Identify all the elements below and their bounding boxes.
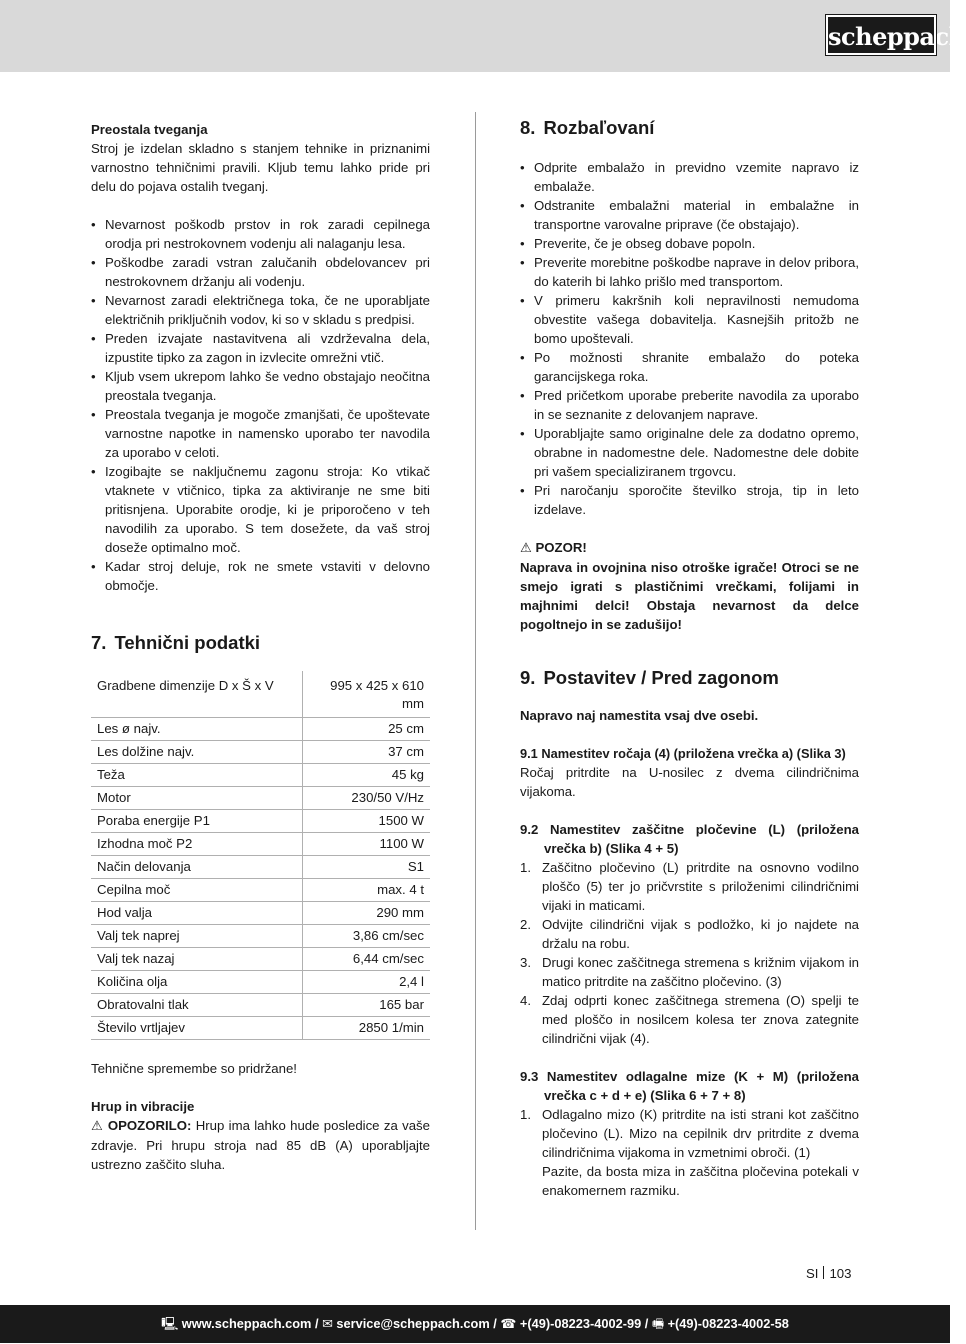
spec-label: Način delovanja <box>91 856 303 879</box>
caution-label: ⚠ POZOR! <box>520 540 587 556</box>
mail-icon: ✉ <box>322 1317 333 1332</box>
spec-value: 2,4 l <box>303 971 431 994</box>
table-row <box>91 671 430 718</box>
residual-risk-item: • Preostala tveganja je mogoče zmanjšati, če upoštevate varnostne napotke in namensko uporabo ter navodila za uporabo v celoti. <box>91 405 430 462</box>
subsection-9-3-title: 9.3 Namestitev odlagalne mize (K + M) (priložena vrečka c + d + e) (Slika 6 + 7 + 8) <box>520 1069 859 1103</box>
step-text: Zaščitno pločevino (L) pritrdite na osnovno vodilno ploščo (5) ter jo pričvrstite s priloženimi cilindričnimi vijaki in maticami. <box>542 860 859 913</box>
spec-value: 25 cm <box>303 718 431 741</box>
residual-risk-item: • Izogibajte se naključnemu zagonu stroja: Ko vtikač vtaknete v vtičnico, tipka za aktiviranje ne sme biti pritisnjena. Uporabite orodje, ki je priporočeno v teh navodilih za uporabo. S tem dosežete, da vaš stroj doseže optimalno moč. <box>91 462 430 557</box>
spec-label: Valj tek nazaj <box>91 948 303 971</box>
unpacking-item: • Po možnosti shranite embalažo do poteka garancijskega roka. <box>520 348 859 386</box>
unpacking-item: • Preverite, če je obseg dobave popoln. <box>520 234 859 253</box>
spec-label: Les dolžine najv. <box>91 741 303 764</box>
step-text: Zdaj odprti konec zaščitnega stremena (O) spelji te med ploščo in nosilcem kolesa ter znova zategnite cilindrični vijak (4). <box>542 993 859 1046</box>
spec-label: Motor <box>91 787 303 810</box>
spec-value: 3,86 cm/sec <box>303 925 431 948</box>
table-row <box>91 879 430 902</box>
footer-web[interactable]: www.scheppach.com <box>181 1316 312 1331</box>
subsection-9-2-title: 9.2 Namestitev zaščitne pločevine (L) (priložena vrečka b) (Slika 4 + 5) <box>520 822 859 856</box>
subsection-9-1-title: 9.1 Namestitev ročaja (4) (priložena vrečka a) (Slika 3) <box>520 746 846 761</box>
unpacking-item: • Pri naročanju sporočite številko stroja, tip in leto izdelave. <box>520 481 859 519</box>
step-text: Drugi konec zaščitnega stremena s križnim vijakom in matico pritrdite na zaščitno pločevino. (3) <box>542 955 859 989</box>
step-number: 1. <box>520 1107 531 1122</box>
caution-text: Naprava in ovojnina niso otroške igrače! Otroci se ne smejo igrati s plastičnimi vrečkami, folijami in majhnimi delci! Obstaja nevarnost da delce pogoltnejo in se zadušijo! <box>520 560 859 632</box>
step-number: 2. <box>520 917 531 932</box>
phone-icon: ☎ <box>500 1317 517 1332</box>
page-number: SI 103 <box>806 1266 852 1281</box>
spec-label: Cepilna moč <box>91 879 303 902</box>
unpacking-item: • Odstranite embalažni material in embalažne in transportne varovalne priprave (če obstajajo). <box>520 196 859 234</box>
subsection-9-2-steps <box>520 858 859 1048</box>
residual-risk-item: • Nevarnost zaradi električnega toka, če ne uporabljate električnih priključnih vodov, ki so v skladu s predpisi. <box>91 291 430 329</box>
table-row <box>91 833 430 856</box>
brand-logo: scheppach <box>826 15 936 55</box>
spec-value: 1500 W <box>303 810 431 833</box>
step-number: 4. <box>520 993 531 1008</box>
spec-value: 45 kg <box>303 764 431 787</box>
unpacking-item: • Uporabljajte samo originalne dele za dodatno opremo, obrabne in nadomestne dele. Nadomestne dele dobite pri vašem specializiranem trgovcu. <box>520 424 859 481</box>
header-bar <box>0 0 966 72</box>
residual-risk-item: • Kljub vsem ukrepom lahko še vedno obstajajo neočitna preostala tveganja. <box>91 367 430 405</box>
table-row <box>91 994 430 1017</box>
subsection-9-1-text: Ročaj pritrdite na U-nosilec z dvema cilindričnima vijakoma. <box>520 765 859 799</box>
table-row <box>91 787 430 810</box>
table-row <box>91 856 430 879</box>
unpacking-item: • Odprite embalažo in previdno vzemite napravo iz embalaže. <box>520 158 859 196</box>
spec-label: Obratovalni tlak <box>91 994 303 1017</box>
noise-title: Hrup in vibracije <box>91 1099 195 1114</box>
unpacking-list <box>520 158 859 519</box>
table-row <box>91 925 430 948</box>
step-number: 1. <box>520 860 531 875</box>
spec-label: Teža <box>91 764 303 787</box>
table-row <box>91 948 430 971</box>
spec-value: 2850 1/min <box>303 1017 431 1040</box>
spec-value: 165 bar <box>303 994 431 1017</box>
residual-risks-intro: Stroj je izdelan skladno s stanjem tehnike in priznanimi varnostno tehničnimi pravili. Kljub temu lahko pride pri delu do pojava ostalih tveganj. <box>91 141 430 194</box>
spec-label: Količina olja <box>91 971 303 994</box>
residual-risks-list <box>91 215 430 595</box>
tech-changes-note: Tehnične spremembe so pridržane! <box>91 1061 297 1076</box>
footer-bar: 🖳 www.scheppach.com / ✉ service@scheppach.com / ☎ +(49)-08223-4002-99 / 🖷 +(49)-08223-4002-58 <box>0 1305 950 1343</box>
spec-value: 6,44 cm/sec <box>303 948 431 971</box>
table-row <box>91 810 430 833</box>
warning-icon: ⚠ <box>91 1119 104 1134</box>
spec-label: Les ø najv. <box>91 718 303 741</box>
step-item <box>520 915 859 953</box>
table-row <box>91 764 430 787</box>
residual-risks-title: Preostala tveganja <box>91 122 208 137</box>
spec-value: 290 mm <box>303 902 431 925</box>
table-row <box>91 902 430 925</box>
subsection-9-3-note: Pazite, da bosta miza in zaščitna pločevina potekali v enakomernem razmiku. <box>542 1164 859 1198</box>
spec-value: 1100 W <box>303 833 431 856</box>
spec-value: 995 x 425 x 610 mm <box>303 671 431 718</box>
section-9-heading: 9. Postavitev / Pred zagonom <box>520 667 779 688</box>
tech-data-table <box>91 671 430 1040</box>
table-row <box>91 1017 430 1040</box>
step-item <box>520 991 859 1048</box>
unpacking-item: • V primeru kakršnih koli nepravilnosti nemudoma obvestite vašega dobavitelja. Kasnejših pritožb ne bomo upoštevali. <box>520 291 859 348</box>
spec-value: S1 <box>303 856 431 879</box>
table-row <box>91 741 430 764</box>
spec-label: Izhodna moč P2 <box>91 833 303 856</box>
computer-icon: 🖳 <box>161 1317 179 1332</box>
unpacking-item: • Pred pričetkom uporabe preberite navodila za uporabo in se seznanite z delovanjem naprave. <box>520 386 859 424</box>
spec-value: 37 cm <box>303 741 431 764</box>
step-item <box>520 953 859 991</box>
section-8-heading: 8. Rozbaľovaní <box>520 117 655 138</box>
section-7-heading: 7. Tehnični podatki <box>91 632 261 653</box>
step-text: Odvijte cilindrični vijak s podložko, ki jo najdete na držalu na robu. <box>542 917 859 951</box>
footer-phone: +(49)-08223-4002-99 <box>519 1316 642 1331</box>
footer-mail[interactable]: service@scheppach.com <box>336 1316 490 1331</box>
unpacking-item: • Preverite morebitne poškodbe naprave in delov pribora, do katerih bi lahko prišlo med transportom. <box>520 253 859 291</box>
spec-label: Poraba energije P1 <box>91 810 303 833</box>
step-text: Odlagalno mizo (K) pritrdite na isti strani kot zaščitno pločevino (L). Mizo na cepilnik drv pritrdite z dvema cilindričnima vijakoma in vzmetnimi obroči. (1) <box>542 1107 859 1160</box>
right-column <box>520 116 859 1200</box>
spec-label: Število vrtljajev <box>91 1017 303 1040</box>
spec-label: Hod valja <box>91 902 303 925</box>
setup-intro: Napravo naj namestita vsaj dve osebi. <box>520 708 759 723</box>
step-number: 3. <box>520 955 531 970</box>
spec-label: Valj tek naprej <box>91 925 303 948</box>
residual-risk-item: • Nevarnost poškodb prstov in rok zaradi cepilnega orodja pri nestrokovnem vodenju ali nalaganju lesa. <box>91 215 430 253</box>
fax-icon: 🖷 <box>651 1317 664 1332</box>
table-row <box>91 718 430 741</box>
table-row <box>91 971 430 994</box>
footer-fax: +(49)-08223-4002-58 <box>667 1316 789 1331</box>
residual-risk-item: • Kadar stroj deluje, rok ne smete vstaviti v delovno območje. <box>91 557 430 595</box>
noise-warning: ⚠ OPOZORILO: Hrup ima lahko hude posledice za vaše zdravje. Pri hrupu stroja nad 85 dB (A) uporabljajte ustrezno zaščito sluha. <box>91 1118 430 1172</box>
spec-value: 230/50 V/Hz <box>303 787 431 810</box>
column-divider <box>475 112 476 1230</box>
warning-icon: ⚠ <box>520 541 532 556</box>
subsection-9-3-steps <box>520 1105 859 1162</box>
left-column <box>91 120 430 1174</box>
residual-risk-item: • Poškodbe zaradi vstran zalučanih obdelovancev pri nestrokovnem držanju ali vodenju. <box>91 253 430 291</box>
spec-label: Gradbene dimenzije D x Š x V <box>91 671 303 718</box>
spec-value: max. 4 t <box>303 879 431 902</box>
residual-risk-item: • Preden izvajate nastavitvena ali vzdrževalna dela, izpustite tipko za zagon in izvlecite omrežni vtič. <box>91 329 430 367</box>
step-item <box>520 1105 859 1162</box>
step-item <box>520 858 859 915</box>
